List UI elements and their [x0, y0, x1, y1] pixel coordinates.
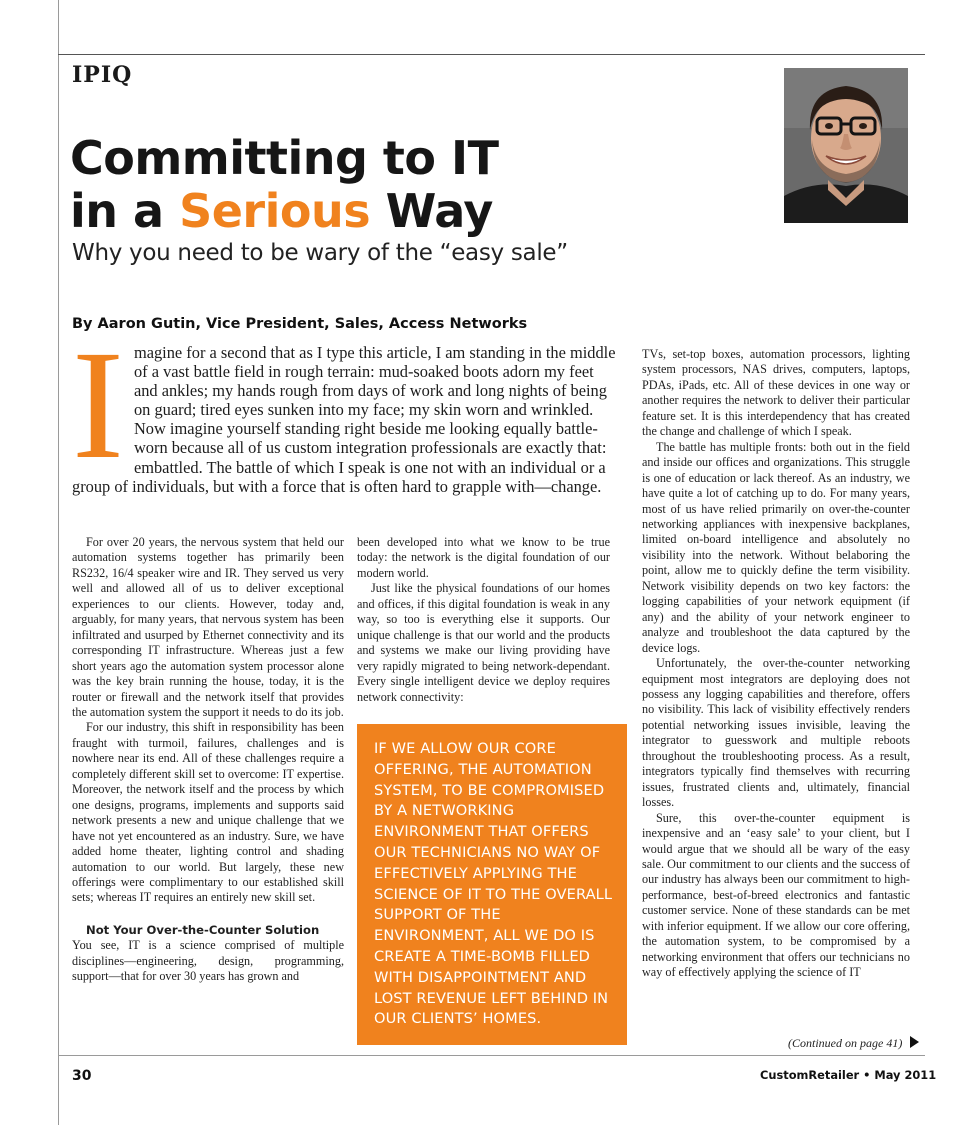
byline: By Aaron Gutin, Vice President, Sales, Access Networks — [72, 316, 528, 332]
body-paragraph: For our industry, this shift in responsibility has been fraught with turmoil, failures, challenges and is nowhere near its end. All of these challenges require a completely different skill set to overcome: IT expertise. Moreover, the network itself and the process by which one designs, programs, implements and supports said network presents a new and unique challenge that we have not yet encountered as an industry. Sure, we have added home theater, lighting control and shading automation to our world. But largely, these new offerings were complimentary to our established skill sets; whereas IT requires an entirely new skill set. — [72, 720, 344, 905]
section-subhead: Not Your Over-the-Counter Solution — [86, 922, 320, 937]
top-rule — [58, 54, 925, 55]
headline-accent-word: Serious — [179, 184, 371, 238]
section-label: IPIQ — [72, 62, 133, 88]
publication-footer: CustomRetailer • May 2011 — [760, 1068, 937, 1082]
body-paragraph: Sure, this over-the-counter equipment is inexpensive and an ‘easy sale’ to your client, but I would argue that we should all be wary of the easy sale. Our commitment to our clients and the success of our industry has always been our commitment to high-performance, best-of-breed electronics and fantastic customer service. None of these standards can be met with inferior equipment. If we allow our core offering, the automation system, to be compromised by a networking environment that offers our technicians no way of effectively applying the science of IT — [642, 810, 910, 980]
triangle-right-icon — [910, 1036, 919, 1048]
headline-line2-end: Way — [370, 184, 493, 238]
continued-note — [788, 1036, 919, 1051]
author-photo-illustration — [784, 68, 908, 223]
continued-text: (Continued on page 41) — [788, 1036, 903, 1050]
pull-quote-text: IF WE ALLOW OUR CORE OFFERING, THE AUTOMATION SYSTEM, TO BE COMPROMISED BY A NETWORKING ENVIRONMENT THAT OFFERS OUR TECHNICIANS NO WAY OF EFFECTIVELY APPLYING THE SCIENCE OF IT TO THE OVERALL SUPPORT OF THE ENVIRONMENT, ALL WE DO IS CREATE A TIME-BOMB FILLED WITH DISAPPOINTMENT AND LOST REVENUE LEFT BEHIND IN OUR CLIENTS’ HOMES. — [374, 740, 613, 1028]
body-paragraph: been developed into what we know to be true today: the network is the digital foundation of our modern world. — [357, 535, 610, 580]
pull-quote — [357, 724, 627, 1045]
body-paragraph: TVs, set-top boxes, automation processors, lighting system processors, NAS drives, computers, laptops, PDAs, iPads, etc. All of these devices in one way or another requires the network to deliver their particular feature set. It is this interdependency that has created the change and challenge of which I speak. — [642, 347, 910, 439]
body-paragraph: For over 20 years, the nervous system that held our automation systems together has primarily been RS232, 16/4 speaker wire and IR. They served us very well and allowed all of us to deliver exceptional experiences to our clients. However, today and, arguably, for many years, that nervous system has been infiltrated and usurped by Ethernet connectivity and its corresponding IT infrastructure. Whereas just a few short years ago the automation system processor alone was the key brain running the house, today, it is the router or firewall and the network itself that provides the automation system the support it needs to do its job. — [72, 535, 344, 719]
headline-line2-start: in a — [70, 184, 180, 238]
bottom-rule — [58, 1055, 925, 1056]
intro-text: magine for a second that as I type this article, I am standing in the middle of a vast battle field in rough terrain: mud-soaked boots adorn my feet and ankles; my hands rough from days of work and long nights of being on guard; tired eyes sunken into my face; my skin worn and wrinkled. Now imagine yourself standing right beside me looking equally battle-worn because all of us custom integration professionals are exactly that: embattled. The battle of which I speak is one not with an individual or a group of individuals, but with a force that is often hard to grapple with—change. — [72, 343, 616, 496]
subheadline: Why you need to be wary of the “easy sale” — [72, 240, 568, 266]
body-column-2 — [357, 535, 610, 705]
page-number: 30 — [72, 1068, 92, 1084]
drop-cap: I — [72, 318, 124, 491]
body-paragraph: Unfortunately, the over-the-counter networking equipment most integrators are deploying does not possess any logging capabilities and therefore, offers no visibility. This lack of visibility effectively renders potential networking issues invisible, leaving the integrator to guesswork and multiple reboots throughout the troubleshooting process. As a result, integrators typically find themselves with recurring issues, frustrated clients and, ultimately, financial losses. — [642, 656, 910, 810]
headline — [70, 132, 499, 238]
author-photo — [784, 68, 908, 223]
headline-line1: Committing to IT — [70, 131, 499, 185]
body-paragraph: Just like the physical foundations of our homes and offices, if this digital foundation is weak in any way, so too is everything else it supports. Our unique challenge is that our world and the products and systems we make our living providing have very rapidly migrated to being network-dependant. Every single intelligent device we deploy requires network connectivity: — [357, 581, 610, 704]
left-margin-rule — [58, 0, 59, 1125]
body-column-3 — [642, 347, 910, 981]
body-column-1 — [72, 535, 344, 985]
body-paragraph: The battle has multiple fronts: both out in the field and inside our offices and organizations. This struggle is one of education or lack thereof. As an industry, we have quite a lot of catching up to do. For many years, most of us have relied primarily on over-the-counter networking appliances with inexpensive backplanes, limited on-board intelligence and absolutely no visibility into the network. Without belaboring the point, allow me to quickly define the term visibility. Network visibility depends on two key factors: the logging capabilities of your network equipment (if any) and the ability of your network engineer to analyze and troubleshoot the data captured by the device logs. — [642, 439, 910, 655]
body-paragraph: You see, IT is a science comprised of multiple disciplines—engineering, design, programming, support—that for over 30 years has grown and — [72, 938, 344, 984]
